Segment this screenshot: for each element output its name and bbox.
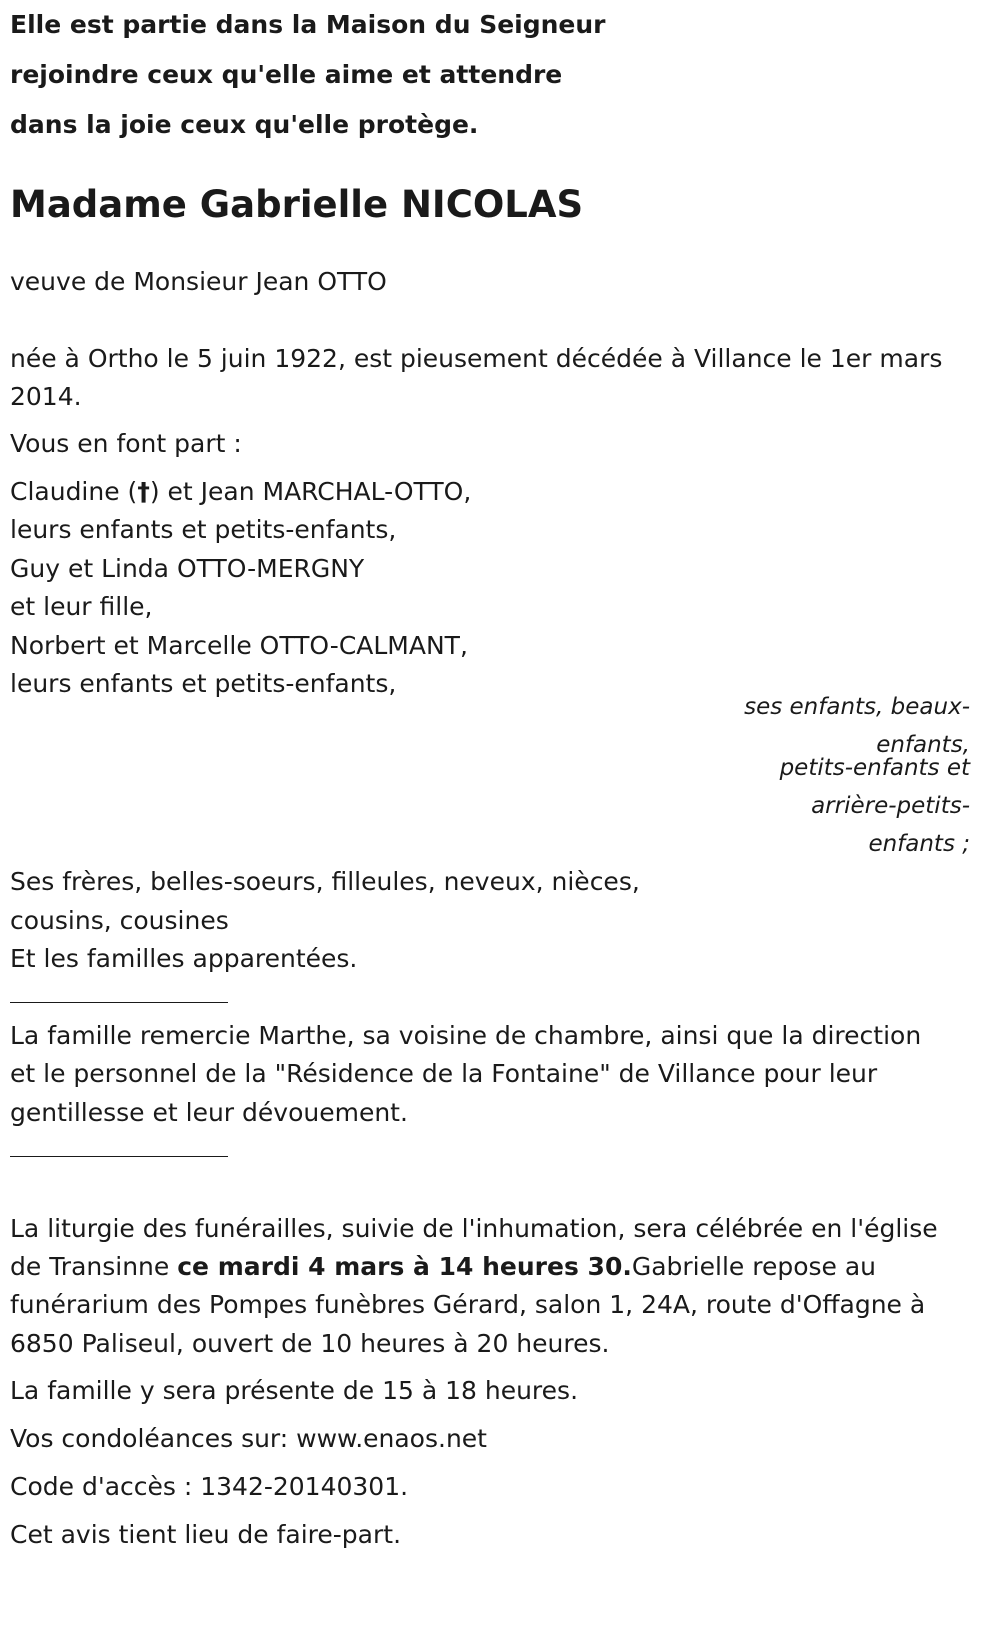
relationship-note: arrière-petits-	[811, 793, 970, 819]
liturgy-line: 6850 Paliseul, ouvert de 10 heures à 20 heures.	[10, 1329, 610, 1358]
family-line: leurs enfants et petits-enfants,	[10, 515, 397, 544]
birth-death-line: 2014.	[10, 382, 82, 411]
widow-of: veuve de Monsieur Jean OTTO	[10, 267, 387, 296]
thanks-line: gentillesse et leur dévouement.	[10, 1098, 408, 1127]
relationship-note: ses enfants, beaux-	[744, 694, 970, 720]
family-line: leurs enfants et petits-enfants,	[10, 669, 397, 698]
other-relatives: Et les familles apparentées.	[10, 944, 358, 973]
relationship-note: enfants ;	[868, 831, 970, 857]
separator-line	[10, 1002, 228, 1003]
family-text: ) et Jean MARCHAL-OTTO,	[149, 477, 472, 506]
notice-note: Cet avis tient lieu de faire-part.	[10, 1520, 402, 1549]
family-line: Guy et Linda OTTO-MERGNY	[10, 554, 365, 583]
family-line: Norbert et Marcelle OTTO-CALMANT,	[10, 631, 468, 660]
presence-info: La famille y sera présente de 15 à 18 heures.	[10, 1376, 579, 1405]
separator-line	[10, 1156, 228, 1157]
relationship-note: petits-enfants et	[779, 755, 970, 781]
birth-death-line: née à Ortho le 5 juin 1922, est pieusement décédée à Villance le 1er mars	[10, 344, 943, 373]
liturgy-line	[10, 1247, 876, 1287]
family-line	[10, 472, 471, 512]
other-relatives: Ses frères, belles-soeurs, filleules, neveux, nièces,	[10, 867, 640, 896]
funeral-date-time: ce mardi 4 mars à 14 heures 30.	[177, 1252, 632, 1281]
other-relatives: cousins, cousines	[10, 906, 229, 935]
access-code: Code d'accès : 1342-20140301.	[10, 1472, 409, 1501]
liturgy-line: La liturgie des funérailles, suivie de l'inhumation, sera célébrée en l'église	[10, 1214, 938, 1243]
cross-icon: †	[137, 477, 150, 506]
family-line: et leur fille,	[10, 592, 153, 621]
relationship-note: enfants,	[876, 732, 970, 758]
opening-verse	[10, 0, 990, 150]
obituary-notice	[10, 0, 990, 1549]
announce: Vous en font part :	[10, 429, 242, 458]
deceased-name: Madame Gabrielle NICOLAS	[10, 183, 584, 226]
verse-line: rejoindre ceux qu'elle aime et attendre	[10, 60, 563, 89]
liturgy-text: de Transinne	[10, 1252, 178, 1281]
liturgy-text: Gabrielle repose au	[631, 1252, 877, 1281]
thanks-line: et le personnel de la "Résidence de la Fontaine" de Villance pour leur	[10, 1059, 878, 1088]
verse-line: dans la joie ceux qu'elle protège.	[10, 110, 479, 139]
family-text: Claudine (	[10, 477, 138, 506]
verse-line: Elle est partie dans la Maison du Seigneur	[10, 10, 606, 39]
condolences-info: Vos condoléances sur: www.enaos.net	[10, 1424, 487, 1453]
thanks-line: La famille remercie Marthe, sa voisine de chambre, ainsi que la direction	[10, 1021, 922, 1050]
liturgy-line: funérarium des Pompes funèbres Gérard, salon 1, 24A, route d'Offagne à	[10, 1290, 926, 1319]
